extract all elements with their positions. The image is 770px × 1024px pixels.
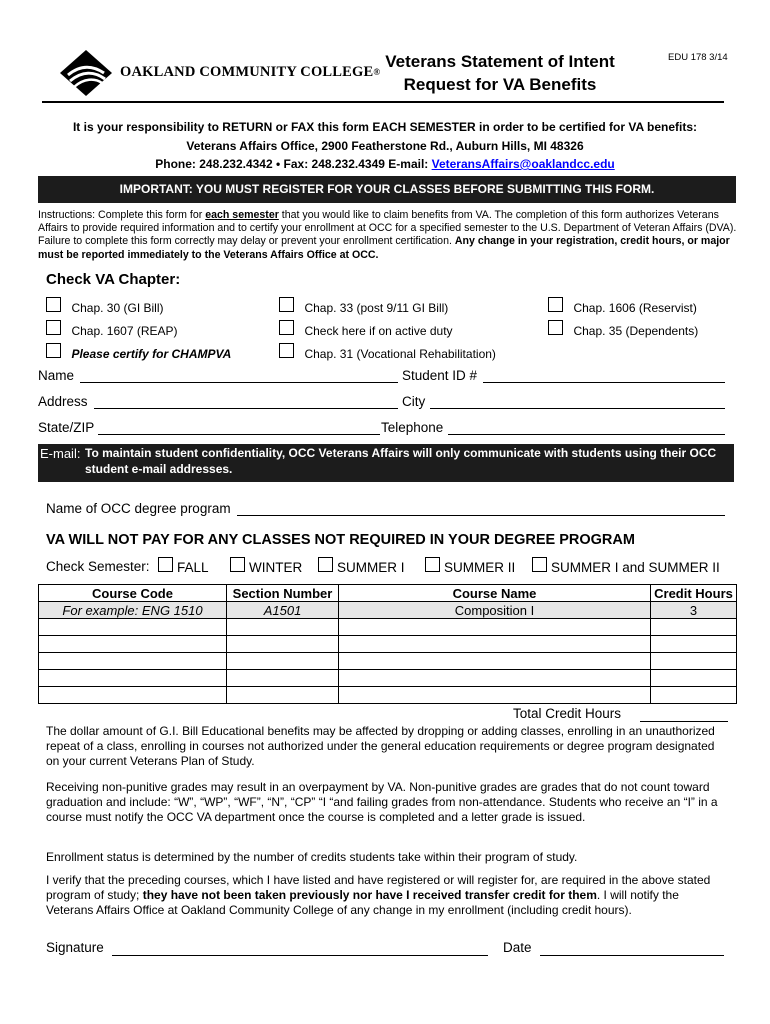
college-logo-icon bbox=[58, 48, 114, 98]
student-id-field[interactable] bbox=[483, 382, 725, 383]
va-chapter-heading: Check VA Chapter: bbox=[46, 271, 181, 288]
paragraph-grades: Receiving non-punitive grades may result in an overpayment by VA. Non-punitive grades are grades that do not count toward graduation and include: “W”, “WP”, “WF”, “N”, “CP” “I “and failing grades from non-attendance. Students who receive an “I” in a course must notify the OCC VA department once the course is completed and a letter grade is issued. bbox=[46, 780, 718, 824]
degree-program-label: Name of OCC degree program bbox=[46, 501, 231, 516]
state-zip-field[interactable] bbox=[98, 434, 380, 435]
telephone-field[interactable] bbox=[448, 434, 725, 435]
address-label: Address bbox=[38, 394, 88, 409]
checkbox[interactable] bbox=[46, 343, 61, 358]
chapter-option[interactable]: Chap. 1606 (Reservist) bbox=[548, 297, 697, 317]
course-table bbox=[38, 584, 737, 704]
checkbox[interactable] bbox=[279, 297, 294, 312]
checkbox[interactable] bbox=[548, 297, 563, 312]
chapter-option[interactable]: Chap. 35 (Dependents) bbox=[548, 320, 698, 340]
checkbox[interactable] bbox=[532, 557, 547, 572]
semester-option[interactable]: SUMMER II bbox=[425, 557, 515, 575]
paragraph-verification: I verify that the preceding courses, which I have listed and have registered or will register for, are required in the above stated program of study; they have not been taken previously nor have I received transfer credit for them. I will notify the Veterans Affairs Office at Oakland Community College of any change in my enrollment (including credit hours). bbox=[46, 873, 711, 917]
header-divider bbox=[42, 101, 724, 103]
header-section-number: Section Number bbox=[227, 585, 339, 602]
signature-field[interactable] bbox=[112, 955, 488, 956]
email-label: E-mail: bbox=[40, 446, 81, 461]
semester-label: Check Semester: bbox=[46, 559, 150, 574]
checkbox[interactable] bbox=[548, 320, 563, 335]
header-credit-hours: Credit Hours bbox=[651, 585, 737, 602]
chapter-option[interactable]: Please certify for CHAMPVA bbox=[46, 343, 231, 363]
header-course-name: Course Name bbox=[339, 585, 651, 602]
table-row[interactable] bbox=[39, 653, 737, 670]
table-example-row: For example: ENG 1510 A1501 Composition I 3 bbox=[39, 602, 737, 619]
form-number: EDU 178 3/14 bbox=[668, 52, 728, 63]
important-banner: IMPORTANT: YOU MUST REGISTER FOR YOUR CLASSES BEFORE SUBMITTING THIS FORM. bbox=[38, 176, 736, 203]
header-course-code: Course Code bbox=[39, 585, 227, 602]
chapter-option[interactable]: Chap. 31 (Vocational Rehabilitation) bbox=[279, 343, 496, 363]
telephone-label: Telephone bbox=[381, 420, 444, 435]
table-header-row bbox=[39, 585, 737, 602]
total-credit-hours-label: Total Credit Hours bbox=[513, 706, 622, 721]
college-name: OAKLAND COMMUNITY COLLEGE® bbox=[120, 64, 381, 80]
chapter-option[interactable]: Chap. 33 (post 9/11 GI Bill) bbox=[279, 297, 448, 317]
semester-option[interactable]: SUMMER I and SUMMER II bbox=[532, 557, 720, 575]
checkbox[interactable] bbox=[46, 297, 61, 312]
state-zip-label: State/ZIP bbox=[38, 420, 95, 435]
form-title: Veterans Statement of Intent Request for VA Benefits bbox=[385, 52, 615, 94]
paragraph-enrollment: Enrollment status is determined by the number of credits students take within their program of study. bbox=[46, 850, 578, 864]
email-link[interactable]: VeteransAffairs@oaklandcc.edu bbox=[431, 157, 615, 171]
checkbox[interactable] bbox=[279, 343, 294, 358]
chapter-option[interactable]: Chap. 30 (GI Bill) bbox=[46, 297, 164, 317]
semester-option[interactable]: FALL bbox=[158, 557, 209, 575]
checkbox[interactable] bbox=[318, 557, 333, 572]
name-label: Name bbox=[38, 368, 75, 383]
paragraph-benefits: The dollar amount of G.I. Bill Educational benefits may be affected by dropping or adding classes, enrolling in an unauthorized repeat of a class, enrolling in courses not authorized under the general education requirements or degree program designated on your current Veterans Plan of Study. bbox=[46, 724, 715, 768]
semester-option[interactable]: WINTER bbox=[230, 557, 302, 575]
checkbox[interactable] bbox=[230, 557, 245, 572]
semester-option[interactable]: SUMMER I bbox=[318, 557, 405, 575]
checkbox[interactable] bbox=[46, 320, 61, 335]
date-field[interactable] bbox=[540, 955, 724, 956]
email-note: To maintain student confidentiality, OCC Veterans Affairs will only communicate with students using their OCC student e-mail addresses. bbox=[85, 446, 717, 476]
total-credit-hours-field[interactable] bbox=[640, 721, 728, 722]
table-row[interactable] bbox=[39, 687, 737, 704]
checkbox[interactable] bbox=[158, 557, 173, 572]
date-label: Date bbox=[503, 940, 532, 955]
va-warning: VA WILL NOT PAY FOR ANY CLASSES NOT REQUIRED IN YOUR DEGREE PROGRAM bbox=[46, 532, 635, 548]
name-field[interactable] bbox=[80, 382, 398, 383]
checkbox[interactable] bbox=[279, 320, 294, 335]
table-row[interactable] bbox=[39, 636, 737, 653]
table-row[interactable] bbox=[39, 619, 737, 636]
student-id-label: Student ID # bbox=[402, 368, 478, 383]
degree-program-field[interactable] bbox=[237, 515, 725, 516]
checkbox[interactable] bbox=[425, 557, 440, 572]
address-field[interactable] bbox=[94, 408, 398, 409]
chapter-option[interactable]: Check here if on active duty bbox=[279, 320, 453, 340]
instructions: Instructions: Complete this form for each semester that you would like to claim benefits from VA. The completion of this form authorizes Veterans Affairs to provide required information and to certify your enrollment at OCC for a specified semester to the U.S. Department of Veteran Affairs (DVA). Failure to complete this form correctly may delay or prevent your enrollment certification. Any change in your registration, credit hours, or major must be reported immediately to the Veterans Affairs Office at OCC. bbox=[38, 209, 737, 261]
responsibility-notice: It is your responsibility to RETURN or FAX this form EACH SEMESTER in order to be certified for VA benefits: Veterans Affairs Office, 2900 Featherstone Rd., Auburn Hills, MI 48326 Phone: 248.232.4342 • Fax: 248.232.4349 E-mail: VeteransAffairs@oaklandcc.edu bbox=[72, 120, 698, 171]
chapter-option[interactable]: Chap. 1607 (REAP) bbox=[46, 320, 178, 340]
table-row[interactable] bbox=[39, 670, 737, 687]
email-field-box[interactable] bbox=[38, 444, 734, 482]
city-label: City bbox=[402, 394, 426, 409]
city-field[interactable] bbox=[430, 408, 725, 409]
signature-label: Signature bbox=[46, 940, 104, 955]
